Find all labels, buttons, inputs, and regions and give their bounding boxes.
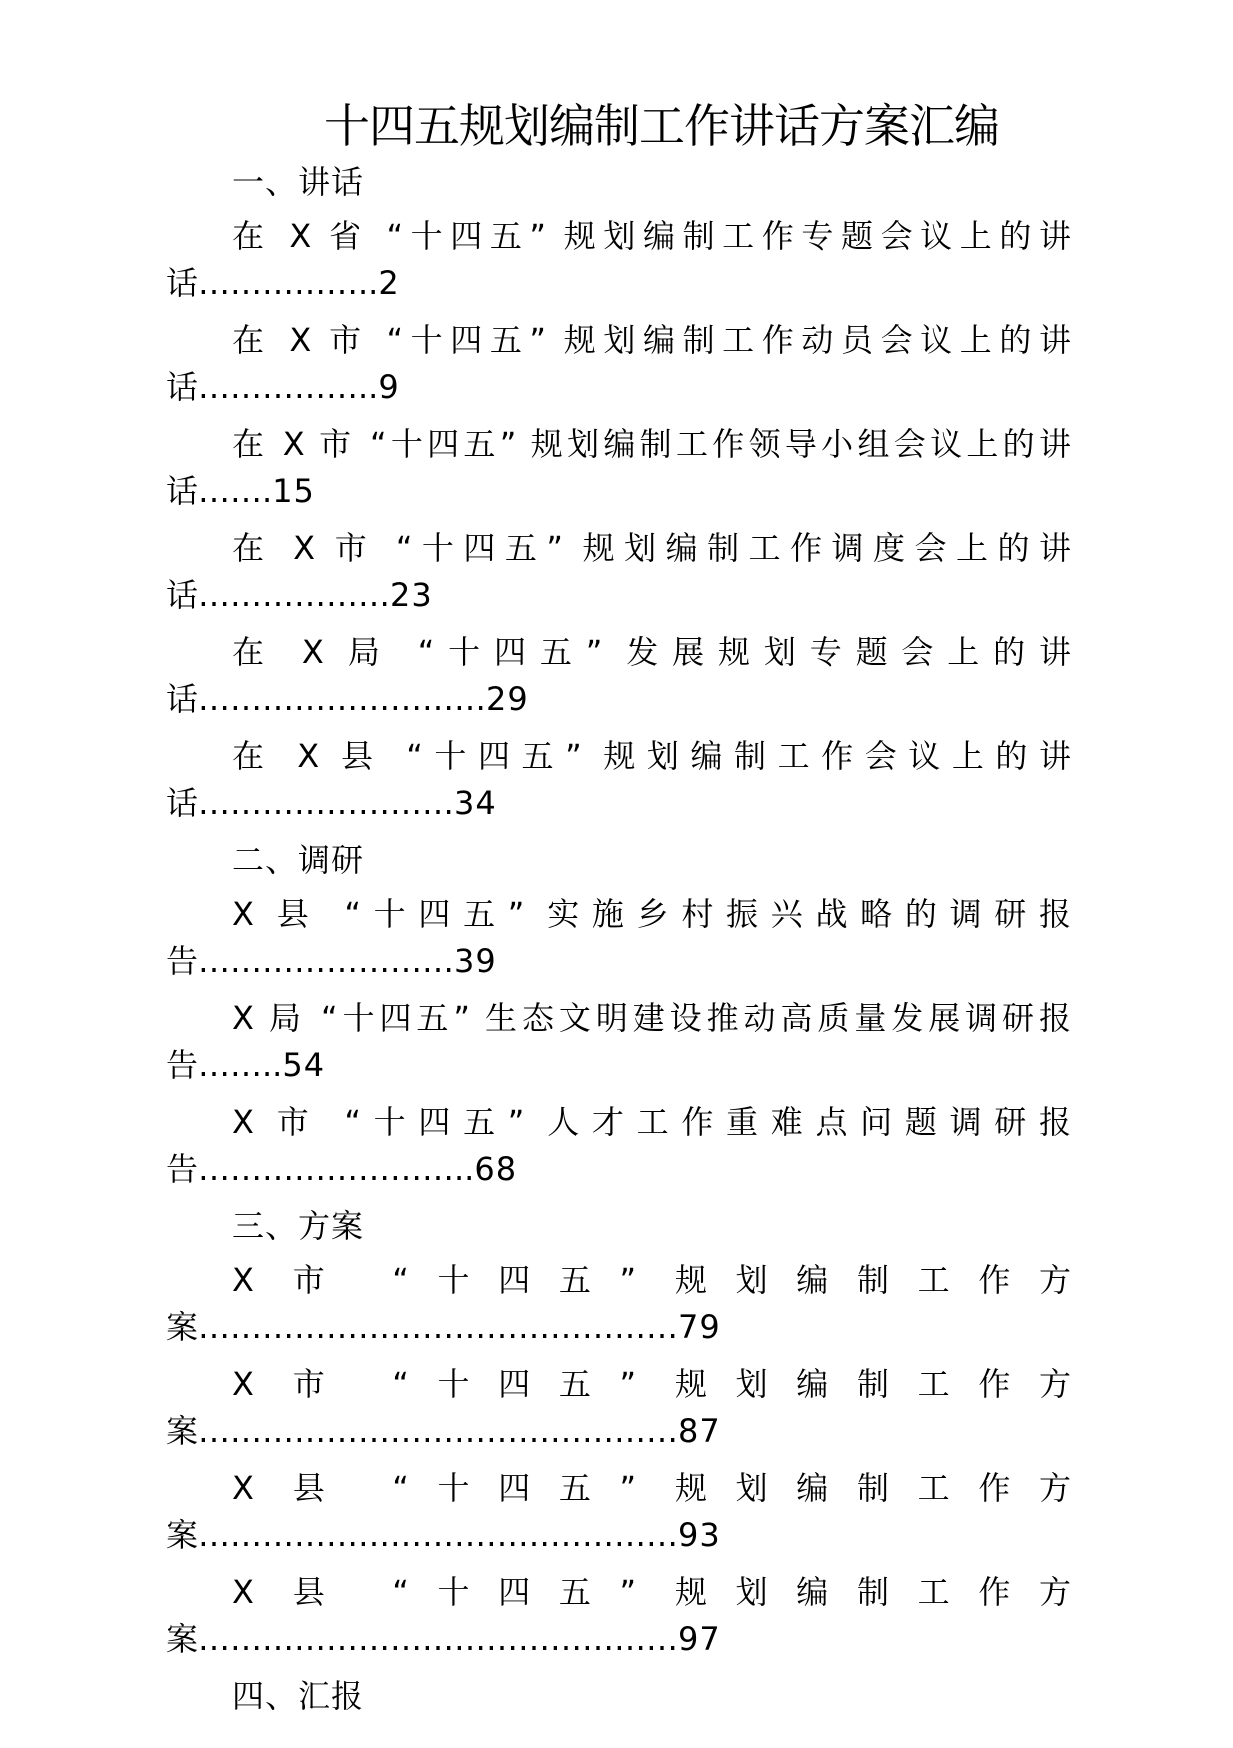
toc-entry-title: 在 X 局 “十四五” 发展规划专题会上的讲: [232, 633, 1071, 671]
toc-leader: 话………………: [166, 576, 391, 614]
toc-entry-title: X 市 “十四五” 人才工作重难点问题调研报: [232, 1103, 1071, 1141]
toc-entry[interactable]: [166, 1570, 1071, 1674]
toc-entry[interactable]: [166, 892, 1071, 996]
toc-leader: 告……………………..: [166, 1150, 475, 1188]
toc-page-number: 54: [282, 1046, 326, 1084]
toc-leader: 话……………..: [166, 264, 379, 302]
toc-entry-title: X 县 “十四五” 实施乡村振兴战略的调研报: [232, 895, 1071, 933]
toc-entry-title: X 县 “十四五” 规划编制工作方: [232, 1573, 1071, 1611]
toc-leader: 案………………………………………: [166, 1516, 679, 1554]
toc-entry-title: X 县 “十四五” 规划编制工作方: [232, 1469, 1071, 1507]
toc-entry[interactable]: [166, 1362, 1071, 1466]
toc-leader: 话……………………: [166, 784, 455, 822]
table-of-contents: [166, 160, 1071, 1728]
toc-page-number: 79: [678, 1308, 721, 1346]
toc-entry-title: X 市 “十四五” 规划编制工作方: [232, 1365, 1071, 1403]
toc-entry[interactable]: [166, 422, 1071, 526]
toc-entry-title: X 市 “十四五” 规划编制工作方: [232, 1261, 1071, 1299]
section-heading-plans: 三、方案: [232, 1207, 365, 1245]
toc-entry-title: X 局 “十四五” 生态文明建设推动高质量发展调研报: [232, 999, 1071, 1037]
toc-entry[interactable]: [166, 1258, 1071, 1362]
section-heading-reports: 四、汇报: [232, 1677, 365, 1715]
toc-page-number: 87: [678, 1412, 721, 1450]
toc-entry[interactable]: [166, 526, 1071, 630]
toc-entry[interactable]: [166, 630, 1071, 734]
toc-page-number: 68: [474, 1150, 518, 1188]
toc-entry-title: 在 X 市 “十四五” 规划编制工作领导小组会议上的讲: [232, 425, 1071, 463]
toc-entry[interactable]: [166, 1100, 1071, 1204]
toc-entry[interactable]: [166, 1466, 1071, 1570]
document-title: 十四五规划编制工作讲话方案汇编: [324, 99, 999, 153]
section-heading-speeches: 一、讲话: [232, 163, 365, 201]
toc-page-number: 93: [678, 1516, 721, 1554]
toc-entry[interactable]: [166, 318, 1071, 422]
toc-leader: 案………………………………………: [166, 1620, 679, 1658]
toc-entry-title: 在 X 市 “十四五” 规划编制工作调度会上的讲: [232, 529, 1071, 567]
toc-leader: 告……………………: [166, 942, 455, 980]
toc-entry[interactable]: [166, 734, 1071, 838]
toc-leader: 案………………………………………: [166, 1308, 679, 1346]
toc-entry-title: 在 X 市 “十四五” 规划编制工作动员会议上的讲: [232, 321, 1071, 359]
toc-entry-title: 在 X 省 “十四五” 规划编制工作专题会议上的讲: [232, 217, 1071, 255]
toc-page-number: 2: [378, 264, 400, 302]
toc-leader: 告……..: [166, 1046, 283, 1084]
toc-leader: 话…….: [166, 472, 273, 510]
toc-page-number: 15: [272, 472, 315, 510]
toc-page-number: 97: [678, 1620, 721, 1658]
section-heading-research: 二、调研: [232, 841, 365, 879]
toc-entry[interactable]: [166, 214, 1071, 318]
toc-page-number: 39: [454, 942, 497, 980]
toc-page-number: 9: [378, 368, 400, 406]
toc-page-number: 29: [486, 680, 529, 718]
toc-leader: 案………………………………………: [166, 1412, 679, 1450]
toc-page-number: 34: [454, 784, 497, 822]
toc-entry-title: 在 X 县 “十四五” 规划编制工作会议上的讲: [232, 737, 1071, 775]
toc-page-number: 23: [390, 576, 433, 614]
toc-leader: 话……………..: [166, 368, 379, 406]
toc-leader: 话………………………: [166, 680, 487, 718]
toc-entry[interactable]: [166, 996, 1071, 1100]
